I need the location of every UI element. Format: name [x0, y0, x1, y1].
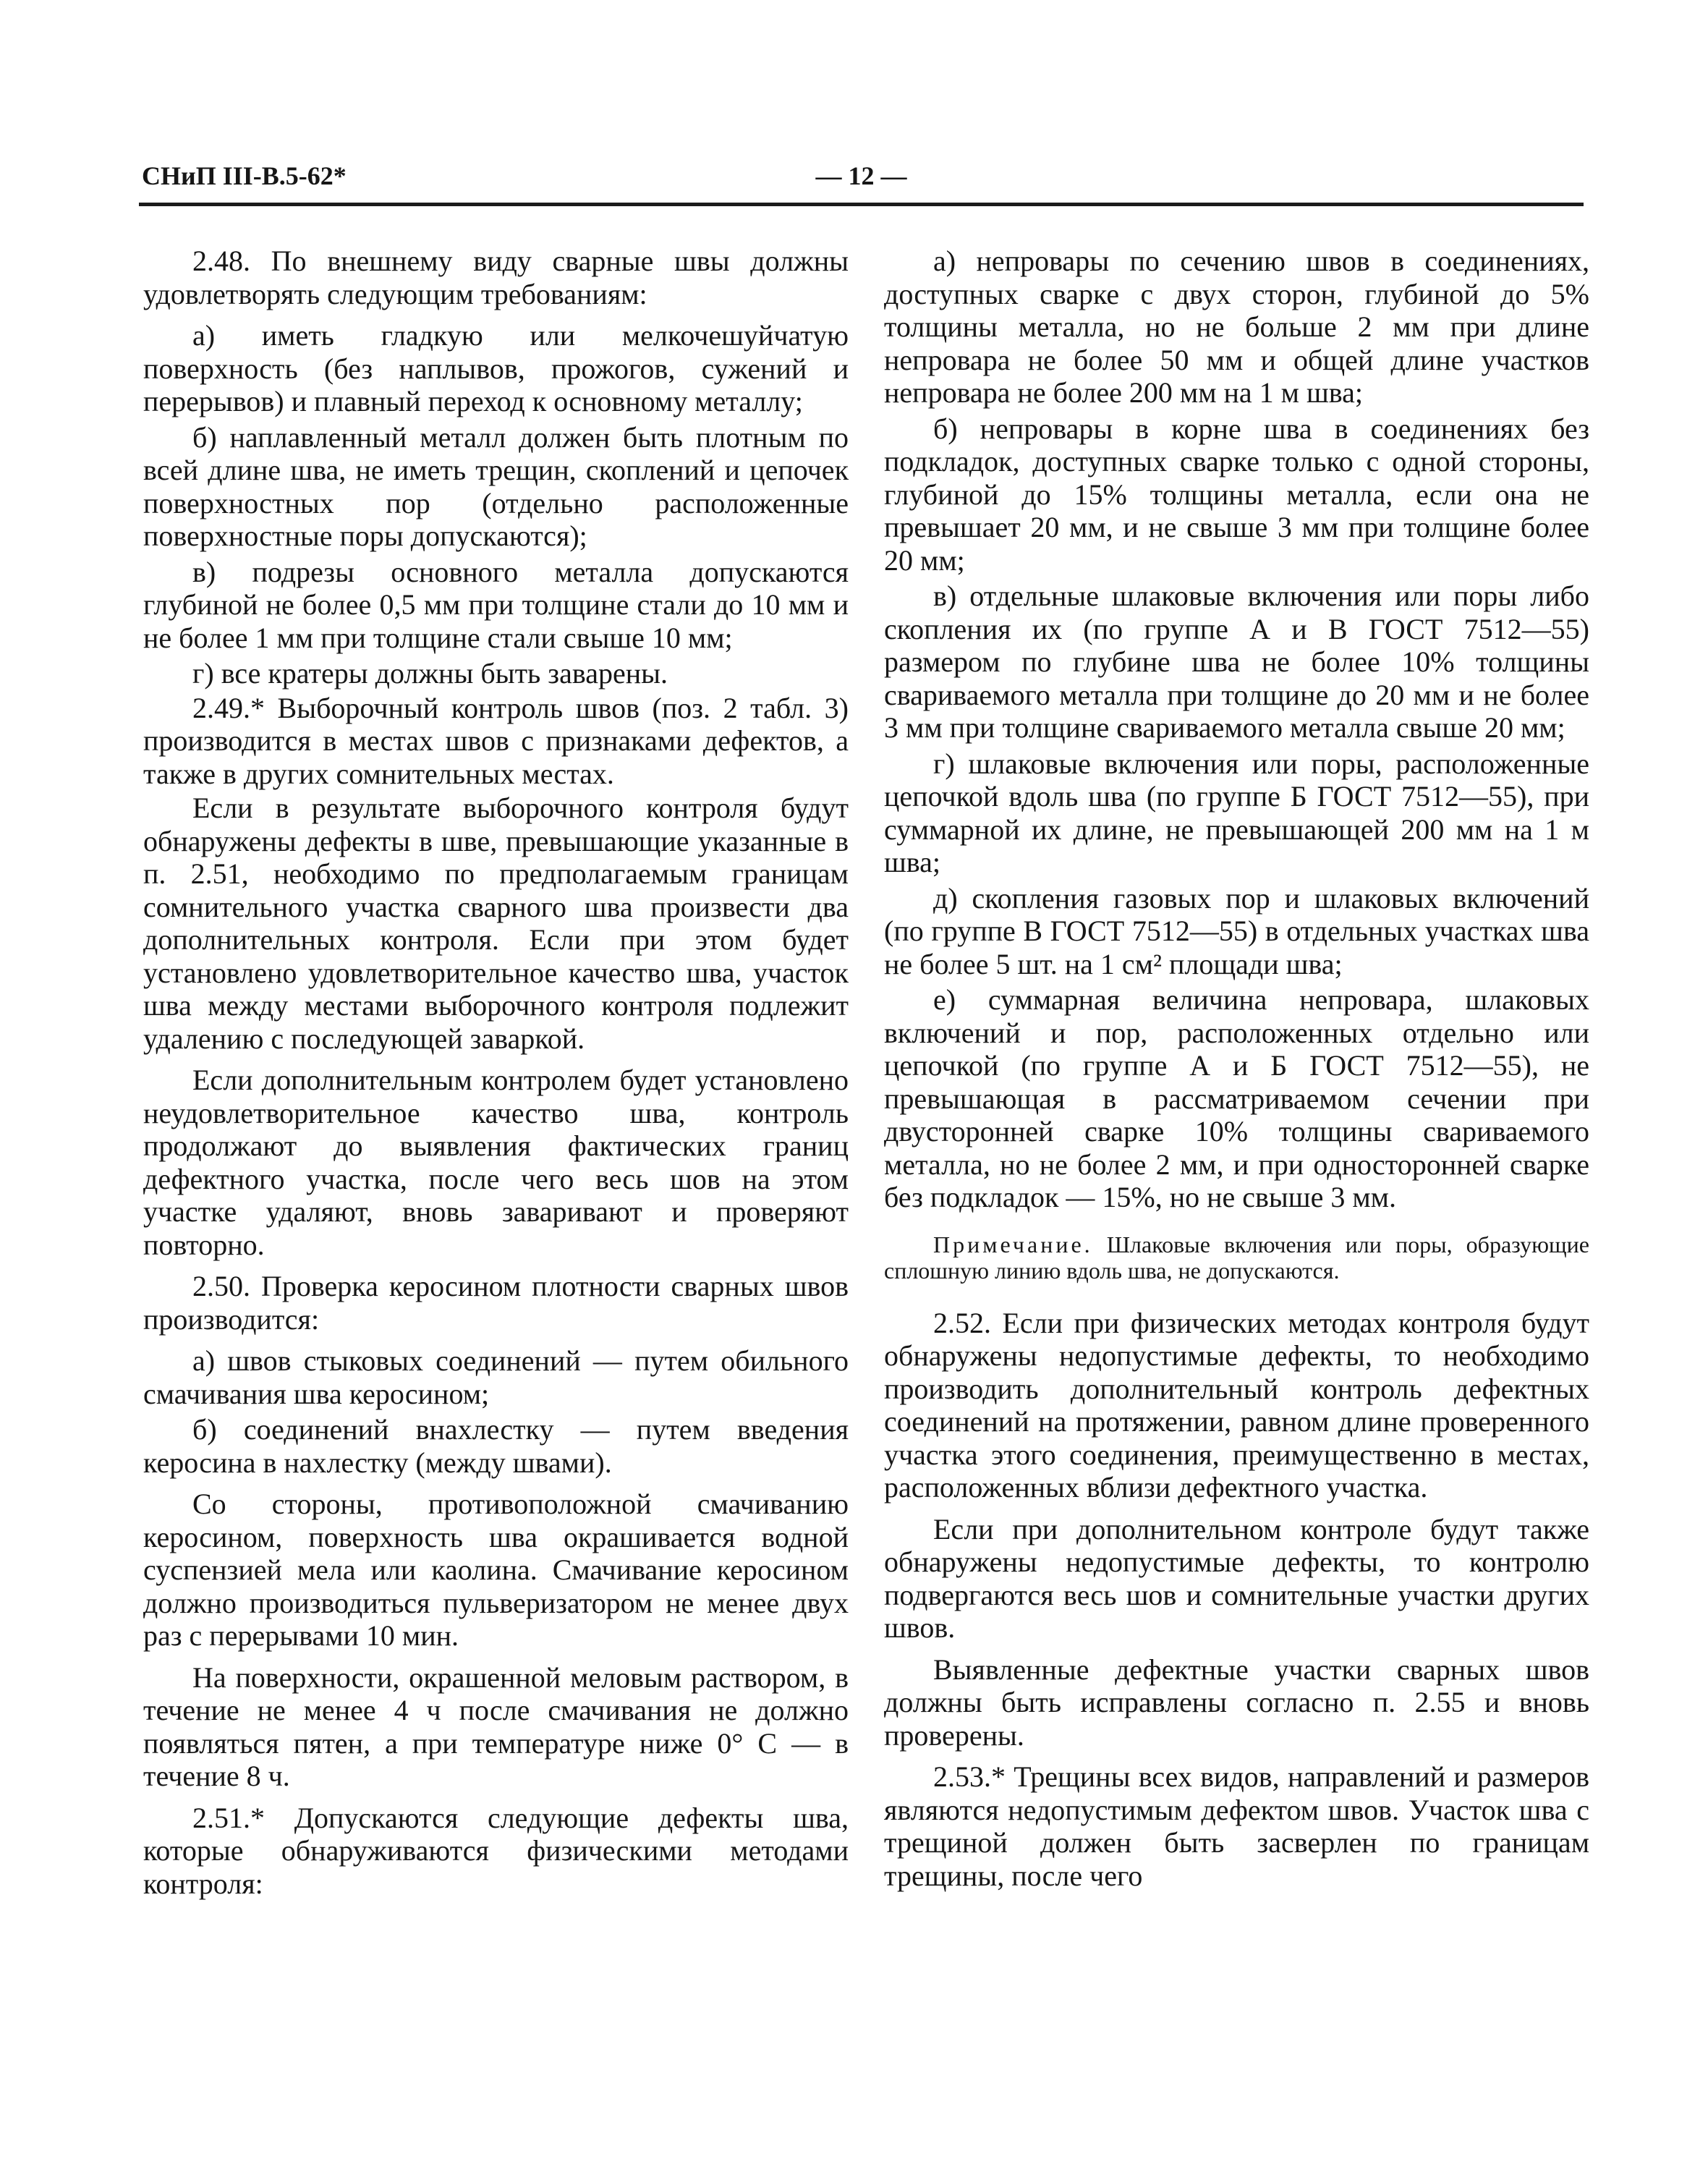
paragraph-2-51: 2.51.* Допускаются следующие дефекты шва, которые обнаруживаются физическими методами контроля:: [143, 1801, 849, 1900]
page-header: [139, 161, 1584, 206]
list-item: б) соединений внахлестку — путем введения керосина в нахлестку (между швами).: [143, 1413, 849, 1479]
left-column: [143, 245, 849, 1909]
list-item: е) суммарная величина непровара, шлаковых включений и пор, расположенных отдельно или цепочкой (по группе А и Б ГОСТ 7512—55), не превышающая в рассматриваемом сечении при двусторонней сварке 10% толщины свариваемого металла, но не более 2 мм, и при односторонней сварке без подкладок — 15%, но не свыше 3 мм.: [884, 983, 1589, 1213]
paragraph-2-53: 2.53.* Трещины всех видов, направлений и размеров являются недопустимым дефектом швов. Участок шва с трещиной должен быть засверлен по границам трещины, после чего: [884, 1760, 1589, 1892]
paragraph-2-52: 2.52. Если при физических методах контроля будут обнаружены недопустимые дефекты, то необходимо производить дополнительный контроль дефектных соединений на протяжении, равном длине проверенного участка этого соединения, преимущественно в местах, расположенных вблизи дефектного участка.: [884, 1306, 1589, 1503]
note-text: Шлаковые включения или поры, образующие сплошную линию вдоль шва, не допускаются.: [884, 1231, 1590, 1284]
paragraph-2-50: 2.50. Проверка керосином плотности сварных швов производится:: [143, 1270, 849, 1336]
paragraph: Если в результате выборочного контроля будут обнаружены дефекты в шве, превышающие указанные в п. 2.51, необходимо по предполагаемым границам сомнительного участка сварного шва произвести два дополнительных контроля. Если при этом будет установлено удовлетворительное качество шва, участок шва между местами выборочного контроля подлежит удалению с последующей заваркой.: [143, 792, 849, 1055]
paragraph: Со стороны, противоположной смачиванию керосином, поверхность шва окрашивается водной суспензией мела или каолина. Смачивание керосином должно производиться пульверизатором не менее двух раз с перерывами 10 мин.: [143, 1488, 849, 1652]
paragraph: Выявленные дефектные участки сварных швов должны быть исправлены согласно п. 2.55 и вновь проверены.: [884, 1653, 1589, 1752]
paragraph-2-49: 2.49.* Выборочный контроль швов (поз. 2 табл. 3) производится в местах швов с признаками дефектов, а также в других сомнительных местах.: [143, 691, 849, 790]
list-item: а) непровары по сечению швов в соединениях, доступных сварке с двух сторон, глубиной до 5% толщины металла, но не больше 2 мм при длине непровара не более 50 мм и общей длине участков непровара не более 200 мм на 1 м шва;: [884, 245, 1589, 409]
note: [884, 1231, 1589, 1284]
note-label: Примечание.: [933, 1231, 1093, 1257]
list-item: б) непровары в корне шва в соединениях без подкладок, доступных сварке только с одной стороны, глубиной до 15% толщины металла, если она не превышает 20 мм, и не свыше 3 мм при толщине более 20 мм;: [884, 412, 1589, 577]
paragraph: Если при дополнительном контроле будут также обнаружены недопустимые дефекты, то контролю подвергаются весь шов и сомнительные участки других швов.: [884, 1512, 1589, 1644]
paragraph: На поверхности, окрашенной меловым раствором, в течение не менее 4 ч после смачивания не должно появляться пятен, а при температуре ниже 0° С — в течение 8 ч.: [143, 1661, 849, 1792]
list-item: д) скопления газовых пор и шлаковых включений (по группе В ГОСТ 7512—55) в отдельных участках шва не более 5 шт. на 1 см² площади шва;: [884, 881, 1589, 980]
list-item: г) шлаковые включения или поры, расположенные цепочкой вдоль шва (по группе Б ГОСТ 7512—55), при суммарной их длине, не превышающей 200 мм на 1 м шва;: [884, 747, 1589, 878]
page-number: — 12 —: [815, 161, 907, 190]
list-item: а) иметь гладкую или мелкочешуйчатую поверхность (без наплывов, прожогов, сужений и перерывов) и плавный переход к основному металлу;: [143, 319, 849, 417]
list-item: г) все кратеры должны быть заварены.: [192, 657, 668, 690]
list-item: б) наплавленный металл должен быть плотным по всей длине шва, не иметь трещин, скоплений и цепочек поверхностных пор (отдельно расположенные поверхностные поры допускаются);: [143, 420, 849, 552]
list-item: в) подрезы основного металла допускаются глубиной не более 0,5 мм при толщине стали до 10 мм и не более 1 мм при толщине стали свыше 10 мм;: [143, 555, 849, 654]
document-code: СНиП III-В.5-62*: [142, 161, 347, 190]
list-item: а) швов стыковых соединений — путем обильного смачивания шва керосином;: [143, 1344, 849, 1410]
list-item: в) отдельные шлаковые включения или поры либо скопления их (по группе А и В ГОСТ 7512—55) размером по глубине шва не более 10% толщины свариваемого металла при толщине до 20 мм и не более 3 мм при толщине свариваемого металла свыше 20 мм;: [884, 580, 1589, 744]
paragraph-2-48: 2.48. По внешнему виду сварные швы должны удовлетворять следующим требованиям:: [143, 245, 849, 310]
right-column: [884, 245, 1589, 1901]
paragraph: Если дополнительным контролем будет установлено неудовлетворительное качество шва, контроль продолжают до выявления фактических границ дефектного участка, после чего весь шов на этом участке удаляют, вновь заваривают и проверяют повторно.: [143, 1064, 849, 1261]
